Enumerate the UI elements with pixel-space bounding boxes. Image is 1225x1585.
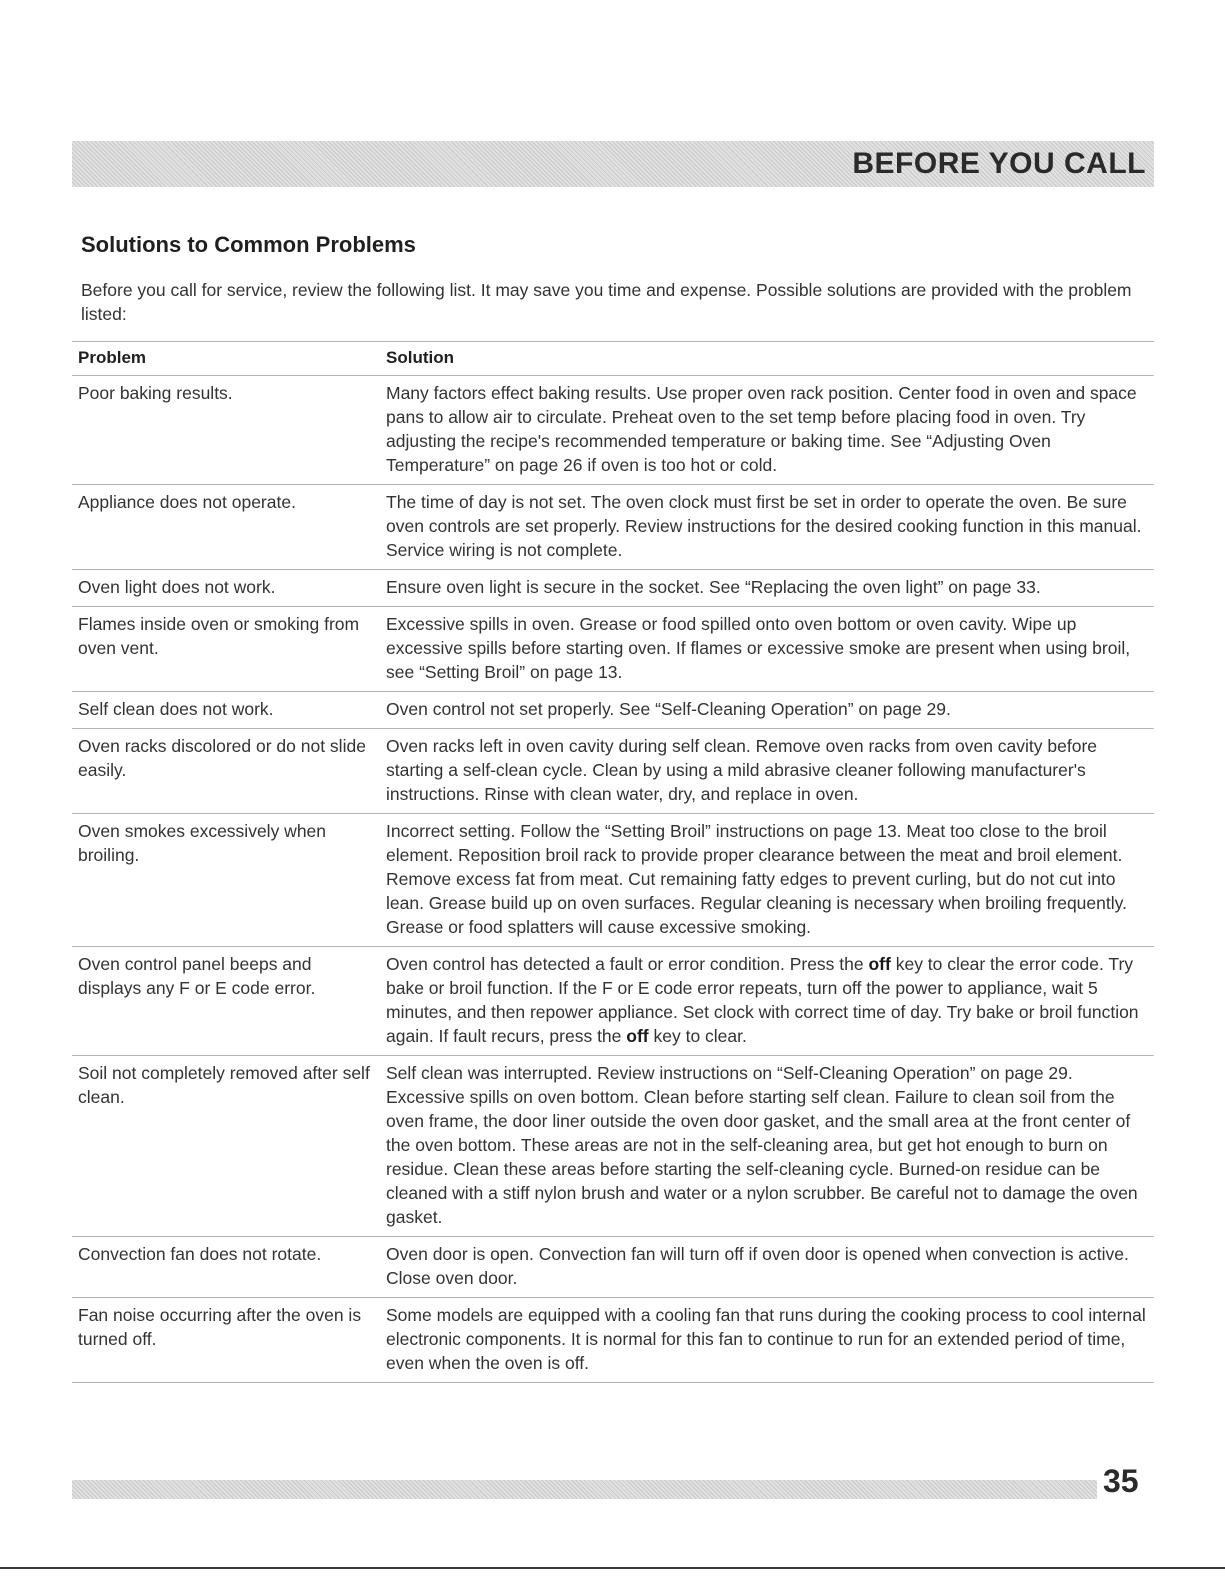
problem-cell: Flames inside oven or smoking from oven vent. <box>78 614 360 658</box>
problem-cell: Soil not completely removed after self clean. <box>78 1063 370 1107</box>
problem-cell: Poor baking results. <box>78 383 233 403</box>
solution-cell: Ensure oven light is secure in the socket. See “Replacing the oven light” on page 33. <box>386 577 1041 597</box>
solution-text: Oven control has detected a fault or error condition. Press the <box>386 954 869 974</box>
table-row <box>72 692 1154 729</box>
problem-cell: Self clean does not work. <box>78 699 274 719</box>
solution-cell: The time of day is not set. The oven clock must first be set in order to operate the oven. Be sure oven controls are set properly. Review instructions for the desired cooking function in this manual. Service wiring is not complete. <box>386 492 1142 560</box>
table-header-row <box>72 342 1154 376</box>
solution-cell: Self clean was interrupted. Review instructions on “Self-Cleaning Operation” on page 29. Excessive spills on oven bottom. Clean before starting self clean. Failure to clean soil from the oven frame, the door liner outside the oven door gasket, and the small area at the front center of the oven bottom. These areas are not in the self-cleaning area, but get hot enough to burn on residue. Clean these areas before starting the self-cleaning cycle. Burned-on residue can be cleaned with a stiff nylon brush and water or a nylon scrubber. Be careful not to damage the oven gasket. <box>386 1063 1138 1227</box>
problem-cell: Oven control panel beeps and displays any F or E code error. <box>78 954 316 998</box>
problem-cell: Appliance does not operate. <box>78 492 296 512</box>
problems-table <box>72 341 1154 1383</box>
table-row <box>72 485 1154 570</box>
solution-cell: Incorrect setting. Follow the “Setting Broil” instructions on page 13. Meat too close to the broil element. Reposition broil rack to provide proper clearance between the meat and broil element. Remove excess fat from meat. Cut remaining fatty edges to prevent curling, but do not cut into lean. Grease build up on oven surfaces. Regular cleaning is necessary when broiling frequently. Grease or food splatters will cause excessive smoking. <box>386 821 1127 937</box>
table-row <box>72 1056 1154 1237</box>
solution-cell: Oven control not set properly. See “Self-Cleaning Operation” on page 29. <box>386 699 951 719</box>
problem-cell: Fan noise occurring after the oven is turned off. <box>78 1305 362 1349</box>
table-row <box>72 729 1154 814</box>
solution-text: key to clear. <box>648 1026 747 1046</box>
solution-cell <box>376 947 1154 1055</box>
page-number: 35 <box>1103 1463 1139 1499</box>
table-row <box>72 570 1154 607</box>
solution-cell: Excessive spills in oven. Grease or food spilled onto oven bottom or oven cavity. Wipe up excessive spills before starting oven. If flames or excessive smoke are present when using broil, see “Setting Broil” on page 13. <box>386 614 1131 682</box>
table-row <box>72 1237 1154 1298</box>
footer-band <box>72 1480 1097 1499</box>
table-row <box>72 947 1154 1056</box>
problem-cell: Oven smokes excessively when broiling. <box>78 821 327 865</box>
solution-cell: Oven door is open. Convection fan will turn off if oven door is opened when convection is active. Close oven door. <box>386 1244 1129 1288</box>
solution-cell: Oven racks left in oven cavity during self clean. Remove oven racks from oven cavity before starting a self-clean cycle. Clean by using a mild abrasive cleaner following manufacturer's instructions. Rinse with clean water, dry, and replace in oven. <box>386 736 1098 804</box>
problem-cell: Convection fan does not rotate. <box>78 1244 322 1264</box>
page-header-title: BEFORE YOU CALL <box>852 147 1146 180</box>
solution-cell: Some models are equipped with a cooling fan that runs during the cooking process to cool internal electronic components. It is normal for this fan to continue to run for an extended period of time, even when the oven is off. <box>386 1305 1146 1373</box>
bottom-rule <box>0 1567 1225 1569</box>
table-row <box>72 1298 1154 1383</box>
section-title: Solutions to Common Problems <box>81 232 416 257</box>
off-key-label: off <box>626 1026 649 1046</box>
table-row <box>72 607 1154 692</box>
solution-cell: Many factors effect baking results. Use proper oven rack position. Center food in oven and space pans to allow air to circulate. Preheat oven to the set temp before placing food in oven. Try adjusting the recipe's recommended temperature or baking time. See “Adjusting Oven Temperature” on page 26 if oven is too hot or cold. <box>386 383 1137 475</box>
problem-cell: Oven racks discolored or do not slide easily. <box>78 736 366 780</box>
column-header-solution: Solution <box>386 348 454 367</box>
column-header-problem: Problem <box>78 348 147 367</box>
header-band <box>72 141 1154 187</box>
problem-cell: Oven light does not work. <box>78 577 276 597</box>
table-row <box>72 814 1154 947</box>
off-key-label: off <box>868 954 891 974</box>
intro-paragraph: Before you call for service, review the following list. It may save you time and expense. Possible solutions are provided with the problem listed: <box>81 280 1132 324</box>
solution-text: key to clear the error code. Try bake or broil function. If the F or E code error repeats, turn off the power to appliance, wait 5 minutes, and then repower appliance. Set clock with correct time of day. Try bake or broil function again. If fault recurs, press the <box>386 954 1139 1046</box>
table-row <box>72 376 1154 485</box>
